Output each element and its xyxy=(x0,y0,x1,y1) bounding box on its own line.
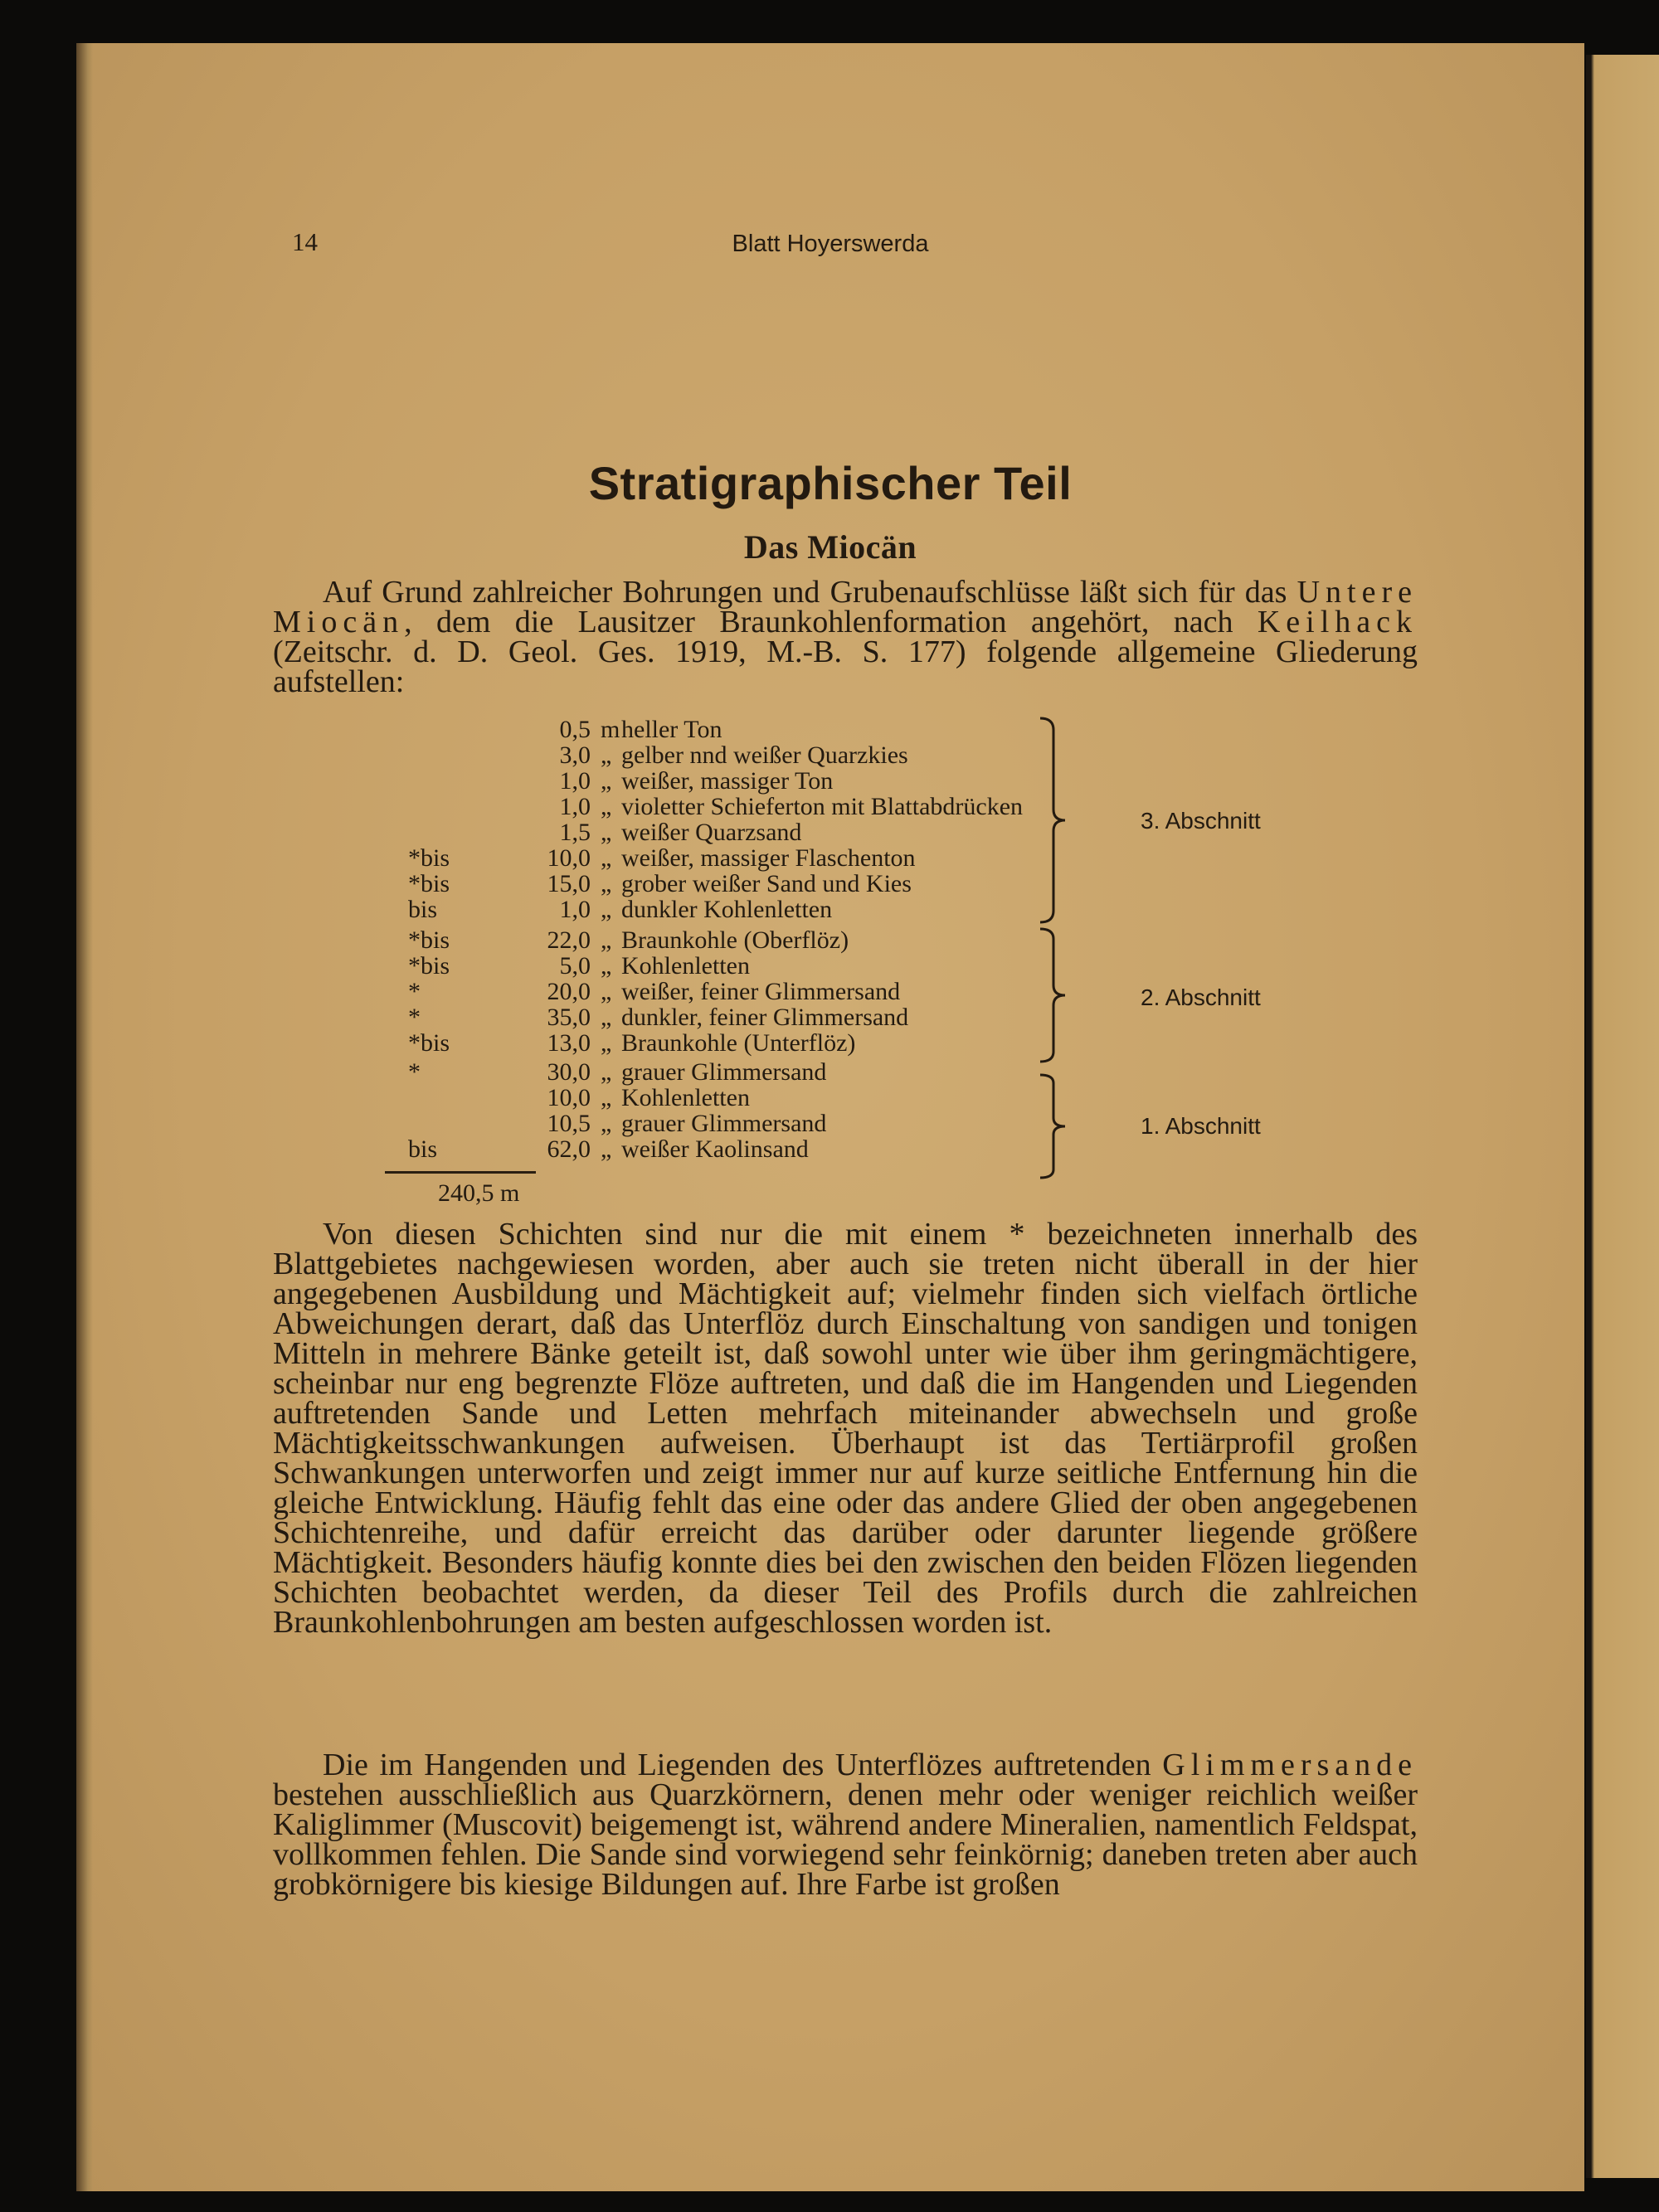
row-unit: m xyxy=(601,716,620,743)
row-unit: „ xyxy=(601,978,612,1005)
row-unit: „ xyxy=(601,926,612,954)
row-thickness: 35,0 xyxy=(547,1004,591,1031)
row-unit: „ xyxy=(601,1084,612,1111)
row-thickness: 10,5 xyxy=(547,1110,591,1137)
row-description: gelber nnd weißer Quarzkies xyxy=(621,741,908,769)
row-description: weißer, feiner Glimmersand xyxy=(621,978,901,1005)
sub-title: Das Miocän xyxy=(743,528,917,566)
row-prefix: bis xyxy=(408,1135,438,1163)
total-thickness: 240,5 m xyxy=(438,1179,520,1207)
running-head xyxy=(76,227,1584,260)
book-page xyxy=(76,43,1584,2191)
total-rule xyxy=(385,1171,536,1174)
paragraph-3-text-2: bestehen ausschließlich aus Quarzkörnern, denen mehr oder weniger reichlich weißer Kaliglimmer (Muscovit) beigemengt ist, während andere Mineralien, namentlich Feldspat, vollkommen fehlen. Die Sande sind vorwiegend sehr feinkörnig; daneben treten aber auch grobkörnigere bis kiesige Bildungen auf. Ihre Farbe ist großen xyxy=(273,1777,1418,1902)
page-number: 14 xyxy=(292,227,318,256)
page-gutter xyxy=(76,43,93,2191)
row-thickness: 0,5 xyxy=(559,716,591,743)
row-description: weißer Kaolinsand xyxy=(621,1135,809,1163)
row-unit: „ xyxy=(601,896,612,923)
intro-spaced-term: Untere Miocän xyxy=(273,575,1418,639)
row-description: grober weißer Sand und Kies xyxy=(621,870,912,897)
row-description: grauer Glimmersand xyxy=(621,1058,827,1086)
row-prefix: *bis xyxy=(408,870,450,897)
row-unit: „ xyxy=(601,870,612,897)
row-thickness: 13,0 xyxy=(547,1029,591,1057)
row-thickness: 1,0 xyxy=(559,793,591,820)
paragraph-3 xyxy=(273,1748,1418,1902)
row-description: weißer Quarzsand xyxy=(621,819,802,846)
row-description: weißer, massiger Ton xyxy=(621,767,834,795)
row-thickness: 3,0 xyxy=(559,741,591,769)
intro-paragraph xyxy=(273,577,1418,697)
brace-section-2 xyxy=(1037,927,1070,1063)
row-unit: „ xyxy=(601,844,612,872)
brace-section-3 xyxy=(1037,717,1070,924)
intro-text-1: Auf Grund zahlreicher Bohrungen und Grubenaufschlüsse läßt sich für das xyxy=(323,575,1297,610)
row-prefix: * xyxy=(408,1004,421,1031)
paragraph-3-spaced-term: Glimmersande xyxy=(1162,1748,1418,1782)
row-unit: „ xyxy=(601,793,612,820)
row-thickness: 62,0 xyxy=(547,1135,591,1163)
intro-text-2: , dem die Lausitzer Braunkohlenformation angehört, nach xyxy=(404,605,1258,639)
intro-text-3: (Zeitschr. d. D. Geol. Ges. 1919, M.-B. S. 177) folgende allgemeine Gliederung aufstellen: xyxy=(273,634,1418,699)
row-description: grauer Glimmersand xyxy=(621,1110,827,1137)
intro-author: Keilhack xyxy=(1257,605,1418,639)
row-description: dunkler Kohlenletten xyxy=(621,896,833,923)
row-unit: „ xyxy=(601,1135,612,1163)
row-thickness: 30,0 xyxy=(547,1058,591,1086)
row-description: weißer, massiger Flaschenton xyxy=(621,844,916,872)
row-prefix: *bis xyxy=(408,952,450,980)
row-thickness: 5,0 xyxy=(559,952,591,980)
row-prefix: * xyxy=(408,1058,421,1086)
row-unit: „ xyxy=(601,741,612,769)
running-title: Blatt Hoyerswerda xyxy=(732,231,929,257)
brace-section-1 xyxy=(1037,1073,1070,1179)
row-thickness: 22,0 xyxy=(547,926,591,954)
row-prefix: *bis xyxy=(408,926,450,954)
section-title: Stratigraphischer Teil xyxy=(588,457,1073,509)
paragraph-3-text-1: Die im Hangenden und Liegenden des Unterflözes auftretenden xyxy=(323,1748,1163,1782)
row-prefix: *bis xyxy=(408,1029,450,1057)
row-thickness: 1,5 xyxy=(559,819,591,846)
row-description: dunkler, feiner Glimmersand xyxy=(621,1004,909,1031)
next-page-edge xyxy=(1586,55,1659,2178)
row-prefix: * xyxy=(408,978,421,1005)
section-label-1: 1. Abschnitt xyxy=(1141,1113,1261,1139)
row-unit: „ xyxy=(601,1110,612,1137)
row-thickness: 1,0 xyxy=(559,767,591,795)
row-thickness: 1,0 xyxy=(559,896,591,923)
row-description: heller Ton xyxy=(621,716,722,743)
row-description: Kohlenletten xyxy=(621,1084,750,1111)
row-thickness: 10,0 xyxy=(547,1084,591,1111)
row-description: Braunkohle (Unterflöz) xyxy=(621,1029,856,1057)
row-description: Braunkohle (Oberflöz) xyxy=(621,926,849,954)
row-thickness: 10,0 xyxy=(547,844,591,872)
row-unit: „ xyxy=(601,952,612,980)
section-label-3: 3. Abschnitt xyxy=(1141,808,1261,834)
row-unit: „ xyxy=(601,819,612,846)
row-unit: „ xyxy=(601,767,612,795)
row-unit: „ xyxy=(601,1029,612,1057)
paragraph-2: Von diesen Schichten sind nur die mit einem * bezeichneten innerhalb des Blattgebietes nachgewiesen worden, aber auch sie treten nicht überall in der hier angegebenen Ausbildung und Mächtigkeit auf; vielmehr finden sich vielfach örtliche Abweichungen derart, daß das Unterflöz durch Einschaltung von sandigen und tonigen Mitteln in mehrere Bänke geteilt ist, daß sowohl unter wie über ihm geringmächtigere, scheinbar nur eng begrenzte Flöze auftreten, und daß die im Hangenden und Liegenden auftretenden Sande und Letten mehrfach miteinander abwechseln und große Mächtigkeitsschwankungen aufweisen. Überhaupt ist das Tertiärprofil großen Schwankungen unterworfen und zeigt immer nur auf kurze seitliche Entfernung hin die gleiche Entwicklung. Häufig fehlt das eine oder das andere Glied der oben angegebenen Schichtenreihe, und dafür erreicht das darüber oder darunter liegende größere Mächtigkeit. Besonders häufig konnte dies bei den zwischen den beiden Flözen liegenden Schichten beobachtet werden, da dieser Teil des Profils durch die zahlreichen Braunkohlenbohrungen am besten aufgeschlossen worden ist. xyxy=(273,1217,1418,1640)
section-label-2: 2. Abschnitt xyxy=(1141,984,1261,1010)
row-unit: „ xyxy=(601,1058,612,1086)
row-description: Kohlenletten xyxy=(621,952,750,980)
row-unit: „ xyxy=(601,1004,612,1031)
row-description: violetter Schieferton mit Blattabdrücken xyxy=(621,793,1024,820)
row-thickness: 15,0 xyxy=(547,870,591,897)
row-thickness: 20,0 xyxy=(547,978,591,1005)
row-prefix: *bis xyxy=(408,844,450,872)
row-prefix: bis xyxy=(408,896,438,923)
